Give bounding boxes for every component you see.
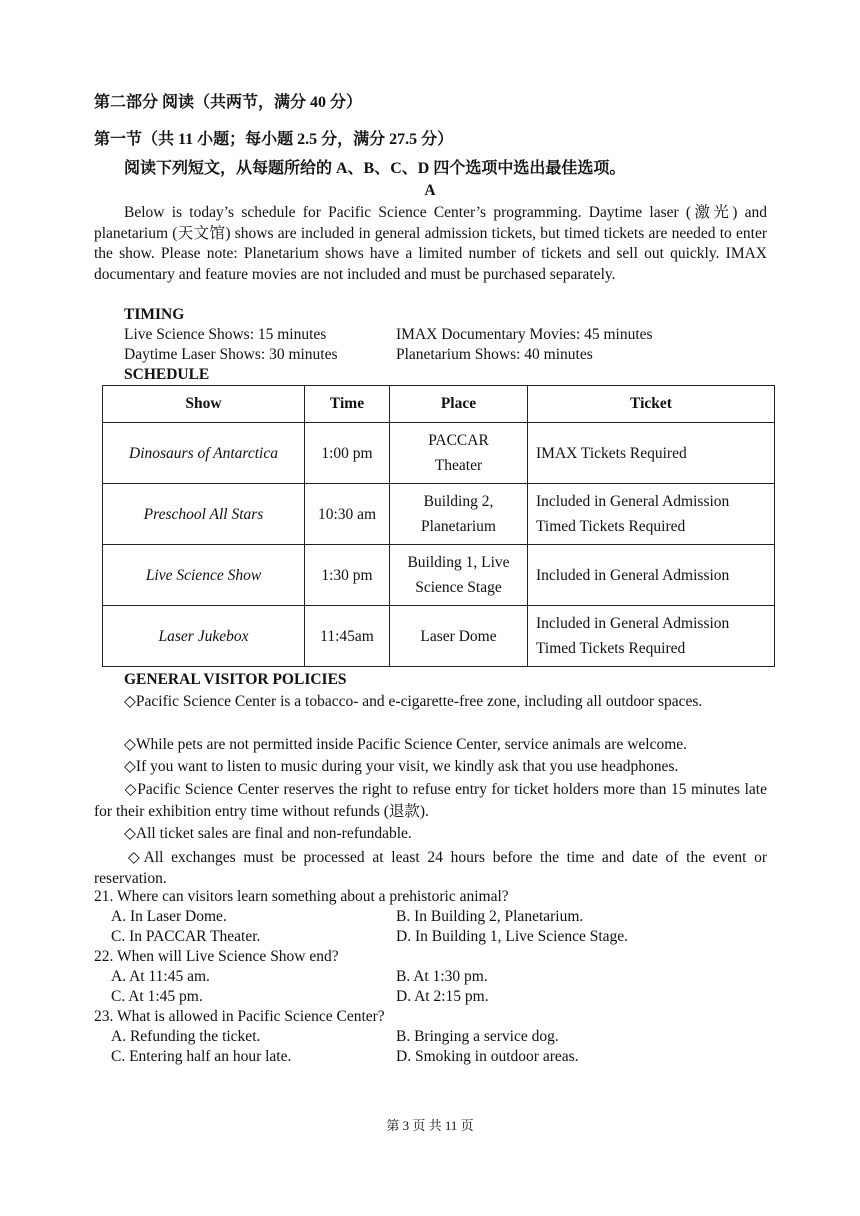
passage-label: A [424, 182, 436, 199]
option-a: A. In Laser Dome. [111, 908, 227, 925]
policy-text: ◇If you want to listen to music during your visit, we kindly ask that you use headphones. [124, 758, 679, 775]
policies-heading: GENERAL VISITOR POLICIES [124, 671, 347, 688]
policy-text: ◇Pacific Science Center is a tobacco- and e-cigarette-free zone, including all outdoor spaces. [124, 693, 703, 710]
option-a: A. Refunding the ticket. [111, 1028, 261, 1045]
ticket-line: Timed Tickets Required [536, 518, 686, 535]
question-stem: 22. When will Live Science Show end? [94, 948, 339, 965]
intro-paragraph [94, 203, 767, 285]
show-cell: Live Science Show [103, 545, 305, 606]
option-d: D. Smoking in outdoor areas. [396, 1048, 579, 1065]
instruction: 阅读下列短文，从每题所给的 A、B、C、D 四个选项中选出最佳选项。 [124, 160, 626, 177]
table-row [103, 484, 775, 545]
option-c: C. At 1:45 pm. [111, 988, 203, 1005]
show-cell: Dinosaurs of Antarctica [103, 423, 305, 484]
question-stem: 21. Where can visitors learn something about a prehistoric animal? [94, 888, 509, 905]
timing-item: Live Science Shows: 15 minutes [124, 326, 327, 343]
policy-item [94, 779, 767, 823]
section-header: 第一节（共 11 小题；每小题 2.5 分，满分 27.5 分） [94, 131, 454, 148]
place-line: PACCAR [428, 432, 489, 449]
ticket-line: IMAX Tickets Required [536, 444, 687, 462]
policy-item [94, 735, 767, 756]
place-line: Laser Dome [420, 627, 497, 645]
column-header: Place [390, 386, 528, 423]
policy-item [94, 757, 767, 778]
intro-text: Below is today’s schedule for Pacific Science Center’s programming. Daytime laser (激光) and planetarium (天文馆) shows are included in general admission tickets, but timed tickets are needed to enter the show. Please note: Planetarium shows have a limited number of tickets and sell out quickly. IMAX documentary and feature movies are not included and must be purchased separately. [94, 204, 767, 283]
time-cell: 10:30 am [305, 484, 390, 545]
ticket-line: Timed Tickets Required [536, 640, 686, 657]
table-row [103, 423, 775, 484]
place-cell [390, 606, 528, 667]
ticket-cell [528, 423, 775, 484]
place-line: Science Stage [415, 579, 502, 596]
show-cell: Preschool All Stars [103, 484, 305, 545]
option-d: D. At 2:15 pm. [396, 988, 489, 1005]
schedule-table [102, 385, 775, 667]
place-cell [390, 545, 528, 606]
time-cell: 1:00 pm [305, 423, 390, 484]
schedule-heading: SCHEDULE [124, 366, 210, 383]
timing-item: Planetarium Shows: 40 minutes [396, 346, 593, 363]
ticket-line: Included in General Admission [536, 566, 730, 584]
column-header: Time [305, 386, 390, 423]
policy-item [94, 824, 767, 845]
option-a: A. At 11:45 am. [111, 968, 210, 985]
option-d: D. In Building 1, Live Science Stage. [396, 928, 629, 945]
time-cell: 11:45am [305, 606, 390, 667]
table-row [103, 545, 775, 606]
ticket-line: Included in General Admission [536, 615, 730, 632]
policy-text: ◇Pacific Science Center reserves the right to refuse entry for ticket holders more than 15 minutes late for their exhibition entry time without refunds (退款). [94, 781, 767, 820]
ticket-cell [528, 606, 775, 667]
option-c: C. Entering half an hour late. [111, 1048, 292, 1065]
table-header-row [103, 386, 775, 423]
column-header: Show [103, 386, 305, 423]
timing-heading: TIMING [124, 306, 185, 323]
ticket-cell [528, 545, 775, 606]
table-row [103, 606, 775, 667]
place-line: Building 2, [423, 493, 494, 510]
place-cell [390, 484, 528, 545]
page-footer: 第 3 页 共 11 页 [386, 1118, 474, 1133]
place-cell [390, 423, 528, 484]
timing-item: IMAX Documentary Movies: 45 minutes [396, 326, 653, 343]
column-header: Ticket [528, 386, 775, 423]
option-b: B. At 1:30 pm. [396, 968, 488, 985]
policy-item [94, 691, 767, 712]
part-header: 第二部分 阅读（共两节，满分 40 分） [94, 94, 363, 111]
question-stem: 23. What is allowed in Pacific Science Center? [94, 1008, 385, 1025]
time-cell: 1:30 pm [305, 545, 390, 606]
show-cell: Laser Jukebox [103, 606, 305, 667]
place-line: Planetarium [421, 518, 496, 535]
policy-text: ◇While pets are not permitted inside Pacific Science Center, service animals are welcome. [124, 736, 688, 753]
policy-text: ◇All ticket sales are final and non-refundable. [124, 825, 412, 842]
option-b: B. Bringing a service dog. [396, 1028, 559, 1045]
policy-item [94, 847, 767, 889]
place-line: Building 1, Live [407, 554, 510, 571]
policy-text: ◇All exchanges must be processed at least 24 hours before the time and date of the event or reservation. [94, 849, 767, 887]
option-c: C. In PACCAR Theater. [111, 928, 261, 945]
ticket-cell [528, 484, 775, 545]
timing-item: Daytime Laser Shows: 30 minutes [124, 346, 338, 363]
ticket-line: Included in General Admission [536, 493, 730, 510]
option-b: B. In Building 2, Planetarium. [396, 908, 584, 925]
place-line: Theater [434, 457, 483, 474]
